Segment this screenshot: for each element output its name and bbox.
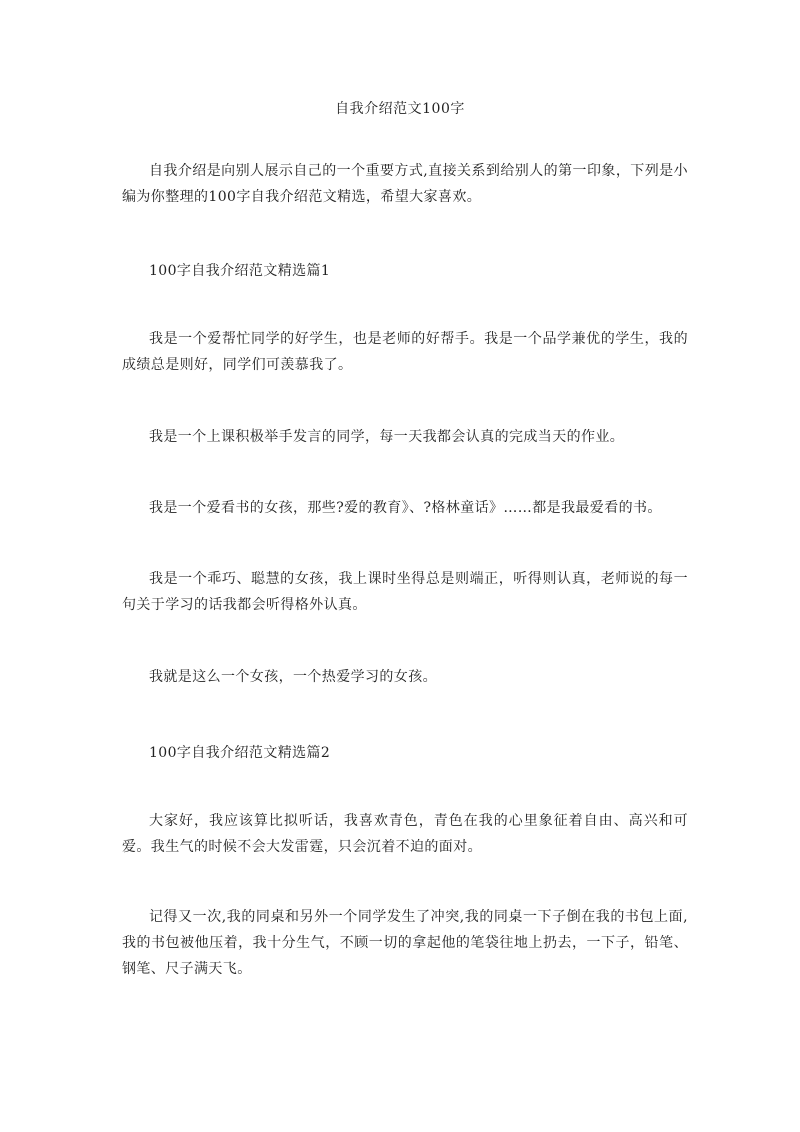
section1-paragraph: 我是一个乖巧、聪慧的女孩，我上课时坐得总是则端正，听得则认真，老师说的每一句关于学习的话我都会听得格外认真。 xyxy=(122,571,688,613)
section2-paragraph: 记得又一次,我的同桌和另外一个同学发生了冲突,我的同桌一下子倒在我的书包上面,我的书包被他压着，我十分生气，不顾一切的拿起他的笔袋往地上扔去，一下子，铅笔、钢笔、尺子满天飞。 xyxy=(122,909,688,977)
intro-paragraph: 自我介绍是向别人展示自己的一个重要方式,直接关系到给别人的第一印象，下列是小编为你整理的100字自我介绍范文精选，希望大家喜欢。 xyxy=(122,163,688,205)
section1-paragraph: 我是一个上课积极举手发言的同学，每一天我都会认真的完成当天的作业。 xyxy=(149,429,625,445)
section-heading-1: 100字自我介绍范文精选篇1 xyxy=(149,263,331,279)
section1-paragraph: 我是一个爱帮忙同学的好学生，也是老师的好帮手。我是一个品学兼优的学生，我的成绩总是则好，同学们可羡慕我了。 xyxy=(122,331,688,373)
section1-paragraph: 我是一个爱看书的女孩，那些?爱的教育》、?格林童话》……都是我最爱看的书。 xyxy=(149,500,662,516)
section2-paragraph: 大家好，我应该算比拟听话，我喜欢青色，青色在我的心里象征着自由、高兴和可爱。我生气的时候不会大发雷霆，只会沉着不迫的面对。 xyxy=(122,813,688,855)
section-heading-2: 100字自我介绍范文精选篇2 xyxy=(149,745,331,761)
section1-paragraph: 我就是这么一个女孩，一个热爱学习的女孩。 xyxy=(149,669,437,685)
document-title: 自我介绍范文100字 xyxy=(335,101,465,117)
